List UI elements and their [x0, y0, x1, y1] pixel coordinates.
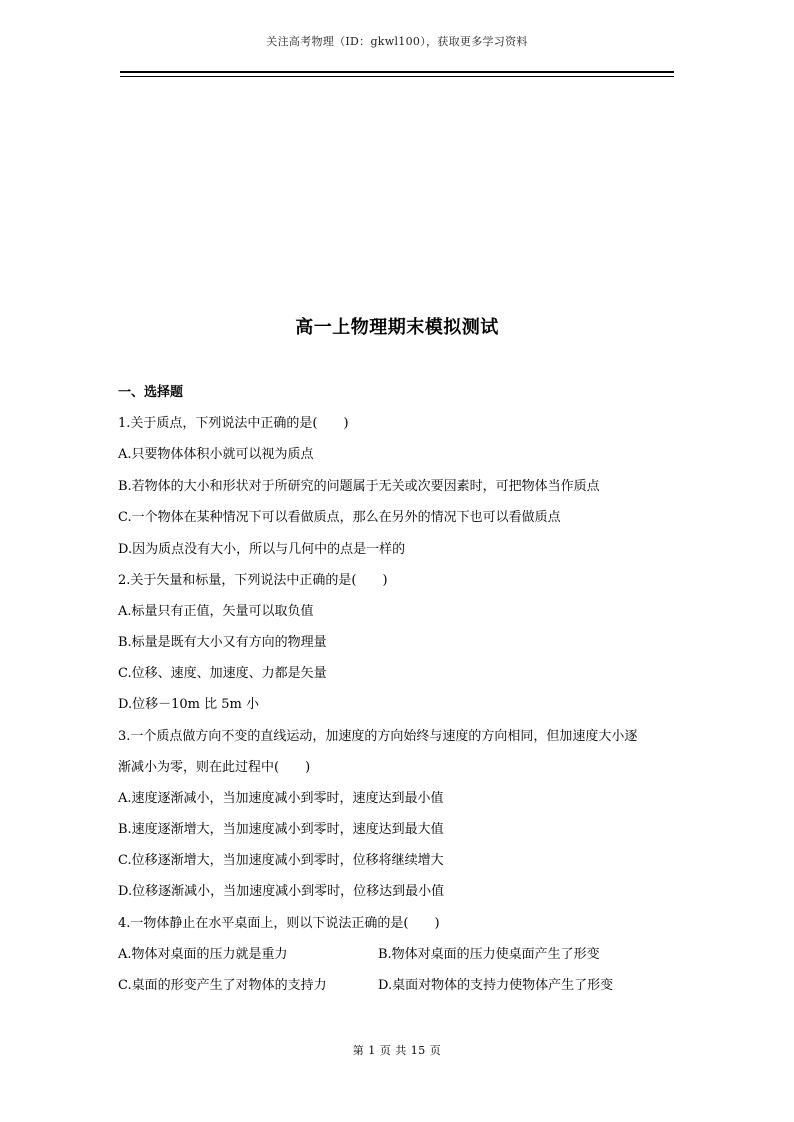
question-3-stem-line-2: 渐减小为零，则在此过程中( ) — [118, 760, 311, 775]
document-title: 高一上物理期末模拟测试 — [295, 317, 499, 338]
question-3-option-a: A.速度逐渐减小，当加速度减小到零时，速度达到最小值 — [118, 791, 444, 806]
question-4-option-c: C.桌面的形变产生了对物体的支持力 — [118, 978, 327, 993]
question-1-option-a: A.只要物体体积小就可以视为质点 — [118, 447, 314, 462]
question-2-option-b: B.标量是既有大小又有方向的物理量 — [118, 635, 327, 650]
question-3-option-b: B.速度逐渐增大，当加速度减小到零时，速度达到最大值 — [118, 822, 444, 837]
question-1-option-b: B.若物体的大小和形状对于所研究的问题属于无关或次要因素时，可把物体当作质点 — [118, 479, 600, 494]
question-2-option-c: C.位移、速度、加速度、力都是矢量 — [118, 666, 327, 681]
question-4-option-d: D.桌面对物体的支持力使物体产生了形变 — [378, 978, 614, 993]
header-divider-thick — [120, 71, 674, 73]
question-3-option-d: D.位移逐渐减小，当加速度减小到零时，位移达到最小值 — [118, 884, 445, 899]
header-divider-thin — [120, 76, 674, 77]
question-2-option-a: A.标量只有正值，矢量可以取负值 — [118, 604, 314, 619]
question-2-stem: 2.关于矢量和标量，下列说法中正确的是( ) — [118, 573, 388, 588]
question-1-option-c: C.一个物体在某种情况下可以看做质点，那么在另外的情况下也可以看做质点 — [118, 510, 561, 525]
question-4-stem: 4.一物体静止在水平桌面上，则以下说法正确的是( ) — [118, 916, 440, 931]
question-3-option-c: C.位移逐渐增大，当加速度减小到零时，位移将继续增大 — [118, 853, 444, 868]
question-2-option-d: D.位移－10m 比 5m 小 — [118, 697, 259, 712]
page-number: 第 1 页 共 15 页 — [352, 1044, 442, 1057]
question-4-option-a: A.物体对桌面的压力就是重力 — [118, 947, 288, 962]
question-4-option-b: B.物体对桌面的压力使桌面产生了形变 — [378, 947, 600, 962]
question-3-stem-line-1: 3.一个质点做方向不变的直线运动，加速度的方向始终与速度的方向相同，但加速度大小逐 — [118, 729, 638, 744]
section-heading: 一、选择题 — [118, 385, 184, 400]
header-notice: 关注高考物理（ID：gkwl100），获取更多学习资料 — [266, 35, 528, 48]
question-1-stem: 1.关于质点，下列说法中正确的是( ) — [118, 416, 349, 431]
question-1-option-d: D.因为质点没有大小，所以与几何中的点是一样的 — [118, 542, 406, 557]
